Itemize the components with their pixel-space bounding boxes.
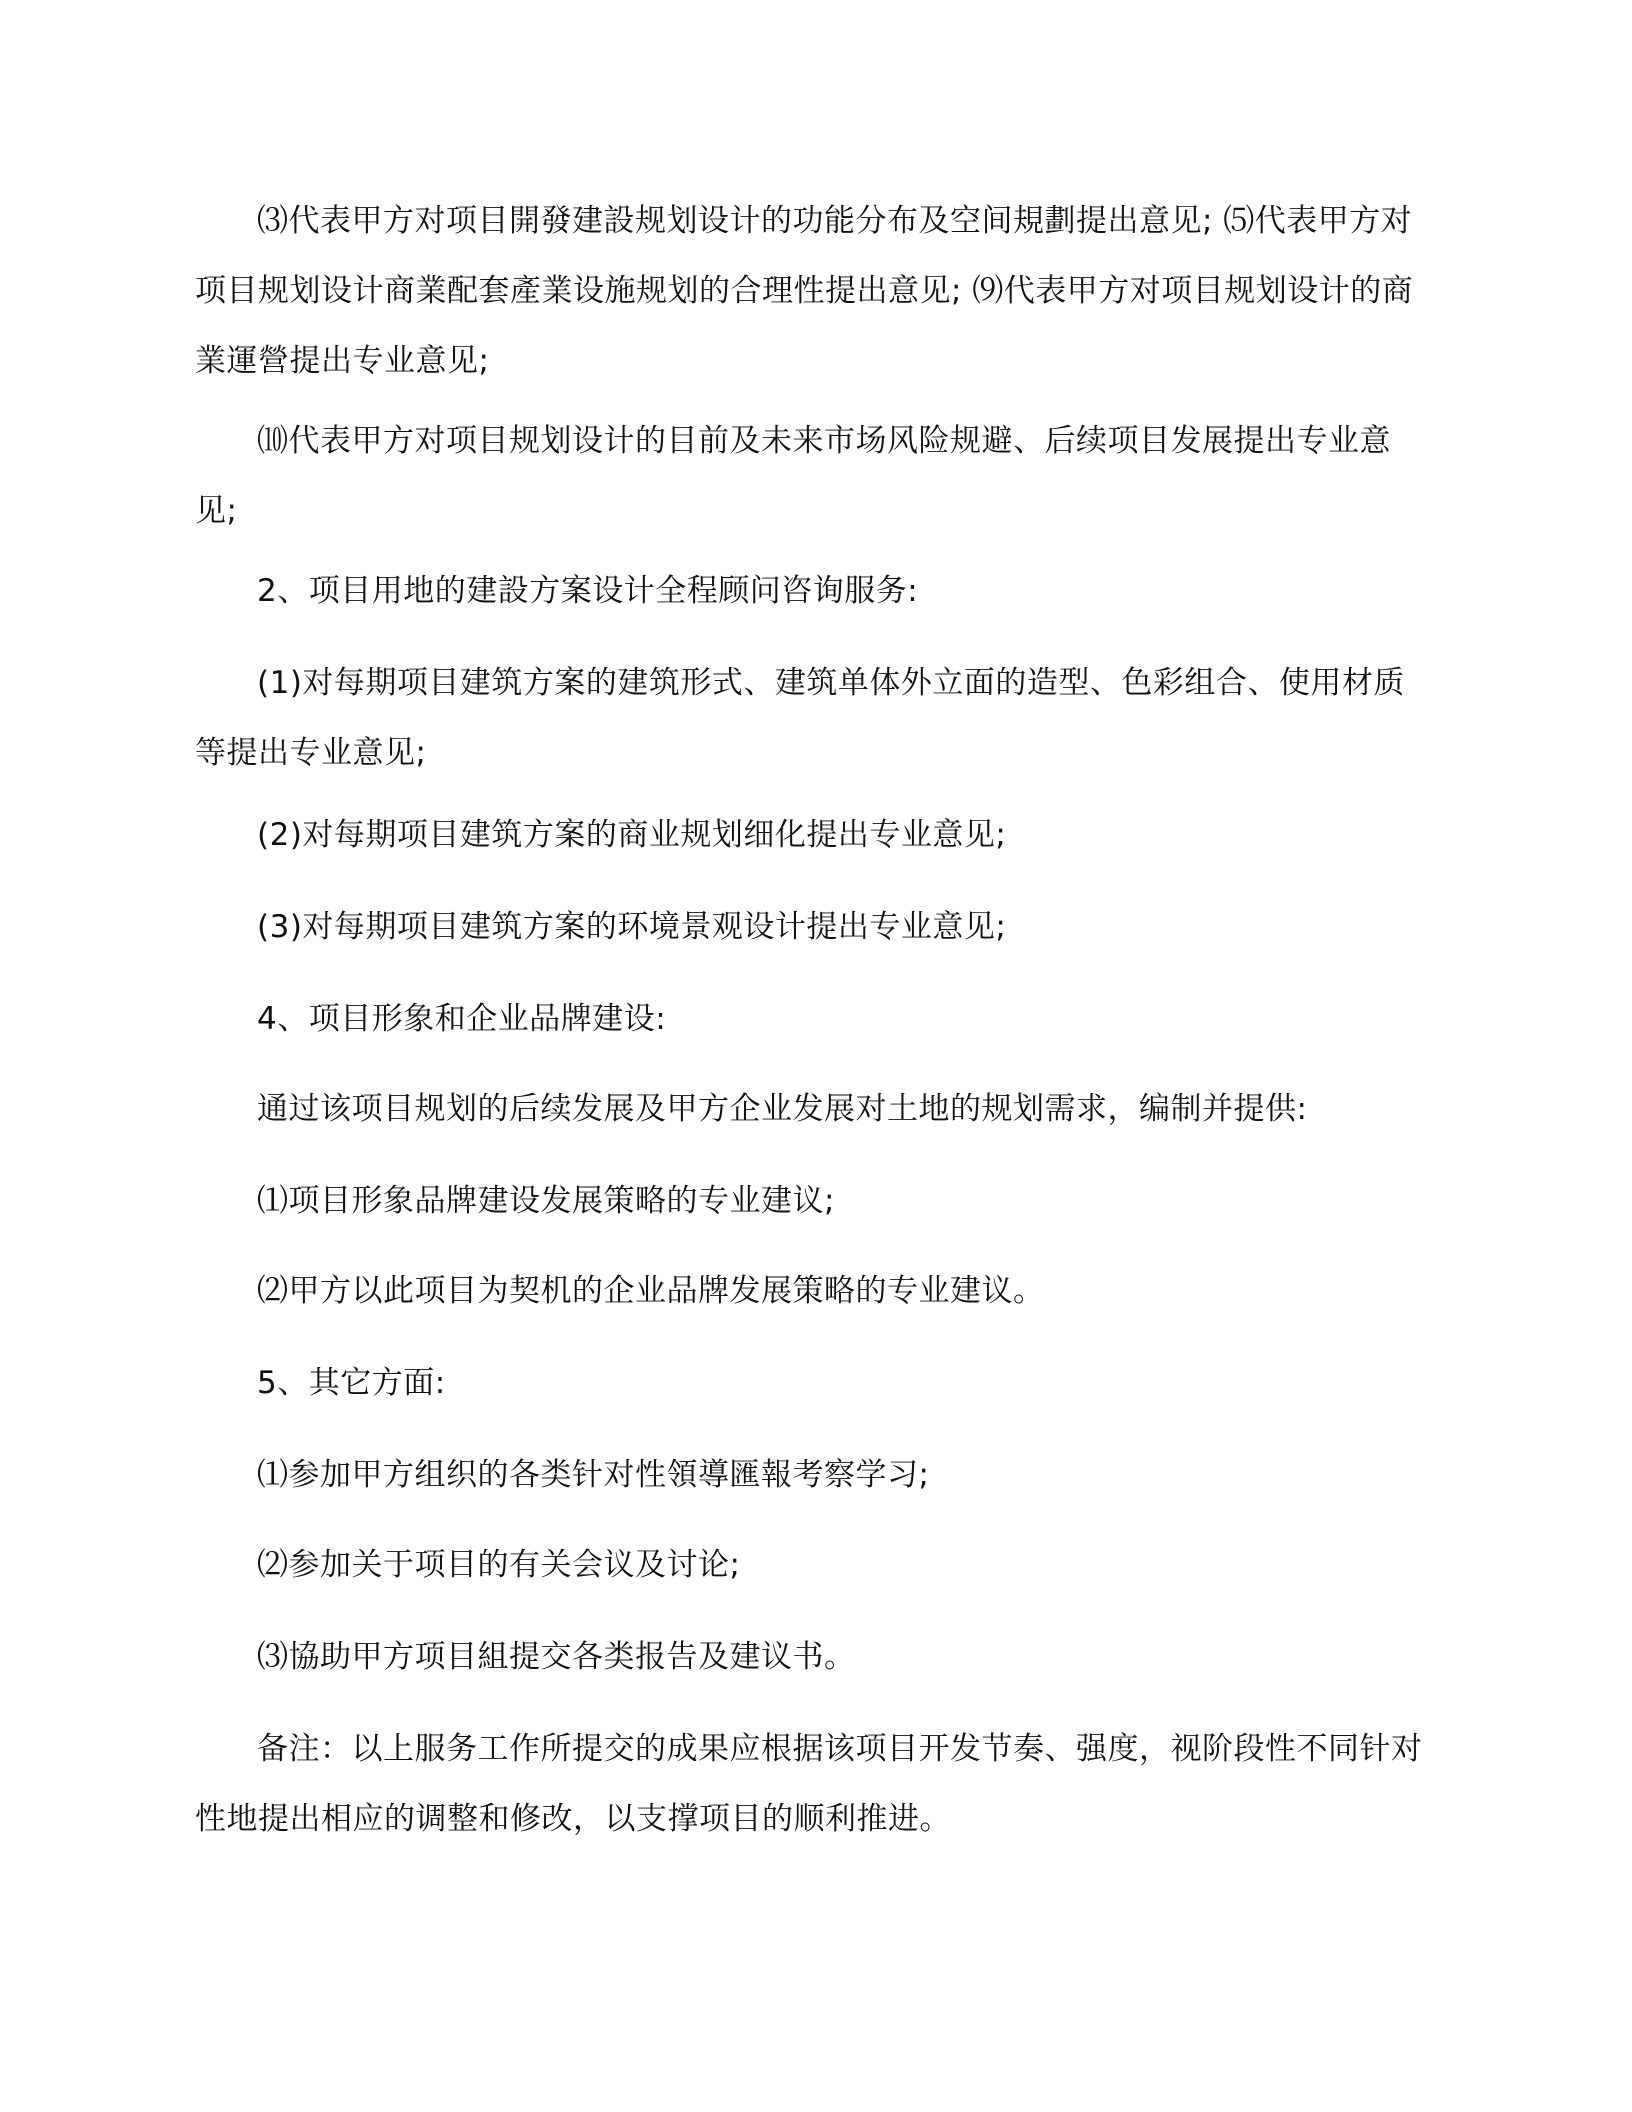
- paragraph-market-risk: ⑽代表甲方对项目规划设计的目前及未来市场风险规避、后续项目发展提出专业意见;: [195, 423, 1391, 529]
- paragraph-other-item-2: ⑵参加关于项目的有关会议及讨论;: [257, 1547, 741, 1583]
- paragraph-planning-opinions: ⑶代表甲方对项目開發建設规划设计的功能分布及空间規劃提出意见; ⑸代表甲方对项目规划设计商業配套產業设施规划的合理性提出意见; ⑼代表甲方对项目规划设计的商業運營提出专业意见;: [195, 203, 1414, 379]
- paragraph-brand-intro: 通过该项目规划的后续发展及甲方企业发展对土地的规划需求，编制并提供:: [257, 1091, 1308, 1127]
- paragraph-item-3: (3)对每期项目建筑方案的环境景观设计提出专业意见;: [257, 909, 1007, 945]
- section-heading-5: 5、其它方面:: [257, 1365, 446, 1401]
- paragraph-item-2: (2)对每期项目建筑方案的商业规划细化提出专业意见;: [257, 817, 1007, 853]
- paragraph-other-item-1: ⑴参加甲方组织的各类针对性領導匯報考察学习;: [257, 1457, 930, 1493]
- paragraph-other-item-3: ⑶協助甲方项目組提交各类报告及建议书。: [257, 1639, 856, 1675]
- paragraph-brand-item-1: ⑴项目形象品牌建设发展策略的专业建议;: [257, 1183, 835, 1219]
- section-heading-2: 2、项目用地的建設方案设计全程顾问咨询服务:: [257, 573, 919, 609]
- paragraph-brand-item-2: ⑵甲方以此项目为契机的企业品牌发展策略的专业建议。: [257, 1273, 1045, 1309]
- paragraph-remarks: 备注：以上服务工作所提交的成果应根据该项目开发节奏、强度，视阶段性不同针对性地提出相应的调整和修改，以支撑项目的顺利推进。: [195, 1731, 1423, 1837]
- paragraph-item-1: (1)对每期项目建筑方案的建筑形式、建筑单体外立面的造型、色彩组合、使用材质等提出专业意见;: [195, 665, 1405, 771]
- section-heading-4: 4、项目形象和企业品牌建设:: [257, 1001, 667, 1037]
